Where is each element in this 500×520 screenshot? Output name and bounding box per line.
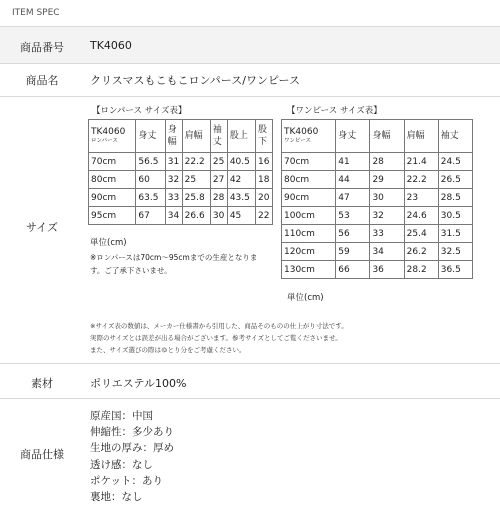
table-cell: 59: [336, 243, 370, 261]
list-item: 生地の厚み：厚め: [90, 442, 174, 455]
table-row: [89, 189, 273, 207]
model-cell: [89, 120, 136, 153]
table-cell: 130cm: [282, 261, 336, 279]
table-cell: 22.2: [182, 153, 210, 171]
table-cell: 34: [165, 207, 182, 225]
table-cell: 67: [136, 207, 165, 225]
table-cell: 16: [256, 153, 273, 171]
table-cell: 70cm: [282, 153, 336, 171]
table-cell: 26.6: [182, 207, 210, 225]
column-header: 身 幅: [165, 120, 182, 153]
column-header: 股上: [227, 120, 255, 153]
list-item: 原産国：中国: [90, 410, 153, 422]
table-cell: 26.5: [438, 171, 472, 189]
table-row: [282, 207, 473, 225]
table-cell: 80cm: [282, 171, 336, 189]
model-number: TK4060: [91, 127, 126, 137]
romper-table-title: 【ロンパース サイズ表】: [92, 106, 187, 116]
table-cell: 31.5: [438, 225, 472, 243]
column-header: 肩幅: [404, 120, 438, 153]
table-cell: 23: [404, 189, 438, 207]
table-cell: 28: [370, 153, 404, 171]
table-cell: 33: [370, 225, 404, 243]
material-value: ポリエステル100%: [90, 377, 187, 390]
list-item: ポケット：あり: [90, 474, 163, 487]
table-row: [89, 171, 273, 189]
table-cell: 44: [336, 171, 370, 189]
model-cell: [282, 120, 336, 153]
table-cell: 34: [370, 243, 404, 261]
table-cell: 40.5: [227, 153, 255, 171]
table-cell: 30.5: [438, 207, 472, 225]
table-cell: 56.5: [136, 153, 165, 171]
list-item: 裏地：なし: [90, 491, 143, 504]
table-cell: 25.8: [182, 189, 210, 207]
size-note-line1: ※サイズ表の数値は、メーカー仕様書から引用した、商品そのものの仕上がり寸法です。: [90, 322, 348, 330]
divider: [0, 63, 500, 64]
table-cell: 100cm: [282, 207, 336, 225]
list-item: 透け感：なし: [90, 458, 153, 471]
table-row: [282, 153, 473, 171]
table-cell: 45: [227, 207, 255, 225]
table-cell: 28: [210, 189, 227, 207]
column-header: 肩幅: [182, 120, 210, 153]
onepiece-size-table: [281, 119, 473, 279]
specs-label: 商品仕様: [20, 448, 64, 461]
table-header-row: [282, 120, 473, 153]
model-subtitle: ワンピース: [284, 138, 312, 144]
header-title: ITEM SPEC: [12, 8, 60, 18]
table-row: [282, 243, 473, 261]
table-cell: 26.2: [404, 243, 438, 261]
romper-size-table: [88, 119, 273, 225]
column-header: 身丈: [136, 120, 165, 153]
table-cell: 30: [210, 207, 227, 225]
romper-note-line2: す。ご了承下さいませ。: [90, 266, 172, 275]
product-number-value: TK4060: [90, 39, 132, 52]
table-cell: 24.6: [404, 207, 438, 225]
table-cell: 70cm: [89, 153, 136, 171]
table-cell: 28.5: [438, 189, 472, 207]
material-label: 素材: [31, 377, 53, 390]
table-cell: 80cm: [89, 171, 136, 189]
table-row: [282, 225, 473, 243]
table-cell: 47: [336, 189, 370, 207]
table-header-row: [89, 120, 273, 153]
table-cell: 120cm: [282, 243, 336, 261]
table-cell: 25: [182, 171, 210, 189]
table-cell: 21.4: [404, 153, 438, 171]
divider: [0, 398, 500, 399]
table-cell: 25.4: [404, 225, 438, 243]
size-label: サイズ: [25, 221, 59, 234]
table-row: [282, 261, 473, 279]
table-cell: 66: [336, 261, 370, 279]
column-header: 袖丈: [438, 120, 472, 153]
product-number-label: 商品番号: [20, 41, 64, 54]
table-cell: 22: [256, 207, 273, 225]
divider: [0, 96, 500, 97]
table-cell: 43.5: [227, 189, 255, 207]
column-header: 身幅: [370, 120, 404, 153]
model-number: TK4060: [284, 127, 319, 137]
spec-list: [90, 408, 174, 505]
model-subtitle: ロンパース: [91, 138, 118, 144]
item-spec-header: [0, 0, 500, 26]
size-note-line2: 実際のサイズとは誤差が出る場合がございます。参考サイズとしてご覧くださいませ。: [90, 334, 342, 342]
table-cell: 33: [165, 189, 182, 207]
table-cell: 24.5: [438, 153, 472, 171]
table-cell: 90cm: [89, 189, 136, 207]
table-cell: 32: [370, 207, 404, 225]
product-name-value: クリスマスもこもこロンパース/ワンピース: [90, 74, 300, 87]
table-cell: 27: [210, 171, 227, 189]
product-name-label: 商品名: [25, 74, 59, 87]
table-cell: 42: [227, 171, 255, 189]
onepiece-unit: 単位(cm): [287, 293, 324, 303]
table-row: [282, 189, 473, 207]
table-cell: 31: [165, 153, 182, 171]
list-item: 伸縮性：多少あり: [90, 426, 174, 439]
table-cell: 22.2: [404, 171, 438, 189]
table-cell: 95cm: [89, 207, 136, 225]
table-cell: 53: [336, 207, 370, 225]
table-cell: 41: [336, 153, 370, 171]
onepiece-table-title: 【ワンピース サイズ表】: [287, 106, 382, 116]
table-cell: 32: [165, 171, 182, 189]
column-header: 身丈: [336, 120, 370, 153]
column-header: 股 下: [256, 120, 273, 153]
table-cell: 36.5: [438, 261, 472, 279]
divider: [0, 363, 500, 364]
table-row: [89, 207, 273, 225]
romper-note-line1: ※ロンパースは70cm～95cmまでの生産となりま: [90, 253, 258, 262]
table-cell: 29: [370, 171, 404, 189]
table-cell: 32.5: [438, 243, 472, 261]
table-cell: 18: [256, 171, 273, 189]
table-cell: 28.2: [404, 261, 438, 279]
table-cell: 30: [370, 189, 404, 207]
romper-unit: 単位(cm): [90, 238, 127, 248]
table-row: [282, 171, 473, 189]
column-header: 袖 丈: [210, 120, 227, 153]
table-cell: 63.5: [136, 189, 165, 207]
table-cell: 56: [336, 225, 370, 243]
table-cell: 25: [210, 153, 227, 171]
size-note-line3: また、サイズ選びの際はゆとり分をご考慮ください。: [90, 346, 246, 354]
table-cell: 36: [370, 261, 404, 279]
table-cell: 60: [136, 171, 165, 189]
table-cell: 90cm: [282, 189, 336, 207]
table-cell: 110cm: [282, 225, 336, 243]
table-cell: 20: [256, 189, 273, 207]
table-row: [89, 153, 273, 171]
